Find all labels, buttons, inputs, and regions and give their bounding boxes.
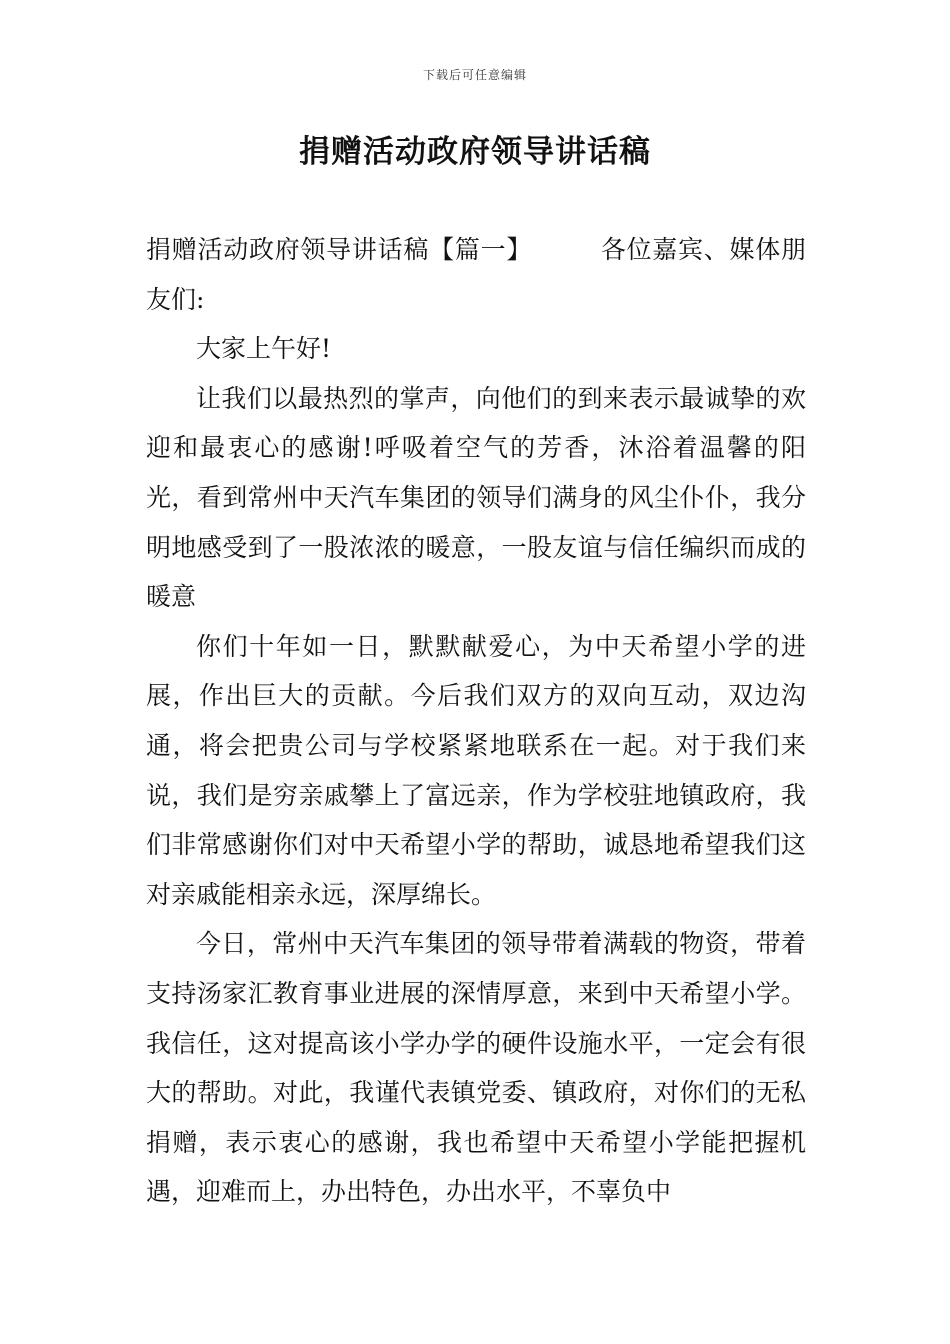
lead-section-title: 捐赠活动政府领导讲话稿【篇一】 [146,235,533,264]
paragraph-greeting: 大家上午好! [196,334,332,364]
paragraph-donation: 今日，常州中天汽车集团的领导带着满载的物资，带着支持汤家汇教育事业进展的深情厚意，来到中天希望小学。我信任，这对提高该小学办学的硬件设施水平，一定会有很大的帮助。对此，我谨代表镇党委、镇政府，对你们的无私捐赠，表示衷心的感谢，我也希望中天希望小学能把握机遇，迎难而上，办出特色，办出水平，不辜负中 [146,929,806,1207]
paragraph-gratitude: 你们十年如一日，默默献爱心，为中天希望小学的进展，作出巨大的贡献。今后我们双方的双向互动，双边沟通，将会把贵公司与学校紧紧地联系在一起。对于我们来说，我们是穷亲戚攀上了富远亲，作为学校驻地镇政府，我们非常感谢你们对中天希望小学的帮助，诚恳地希望我们这对亲戚能相亲永远，深厚绵长。 [146,631,806,909]
lead-salutation: 各位嘉宾、媒体朋友们: [146,235,806,314]
document-body [146,225,806,1217]
lead-paragraph [146,225,806,324]
header-note: 下载后可任意编辑 [422,68,527,82]
paragraph-welcome: 让我们以最热烈的掌声，向他们的到来表示最诚挚的欢迎和最衷心的感谢!呼吸着空气的芳香，沐浴着温馨的阳光，看到常州中天汽车集团的领导们满身的风尘仆仆，我分明地感受到了一股浓浓的暖意，一股友谊与信任编织而成的暖意 [146,383,806,612]
document-title: 捐赠活动政府领导讲话稿 [299,134,651,170]
